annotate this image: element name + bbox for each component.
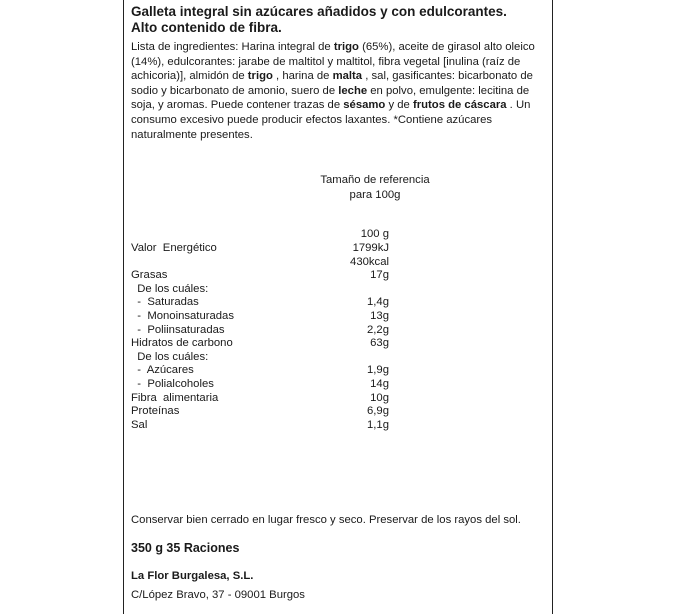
allergen-text: malta: [332, 70, 363, 83]
allergen-text: sésamo: [343, 99, 386, 112]
nutrition-label: Fibra alimentaria: [131, 391, 219, 404]
allergen-text: trigo: [333, 41, 359, 53]
ingredient-text: . Un consumo excesivo puede producir efectos laxantes. *Contiene azúcares naturalmente presentes.: [131, 99, 531, 141]
storage-note: Conservar bien cerrado en lugar fresco y seco. Preservar de los rayos del sol.: [131, 514, 521, 526]
reference-line-2: para 100g: [349, 188, 401, 201]
ingredient-text: Lista de ingredientes: Harina integral de: [131, 41, 334, 53]
allergen-text: trigo: [247, 70, 273, 83]
product-title-line-1: Galleta integral sin azúcares añadidos y con edulcorantes.: [131, 4, 507, 19]
nutrition-value: 14g: [370, 378, 389, 390]
ingredient-text: y de: [385, 99, 413, 112]
ingredient-text: (65%), aceite de girasol alto oleico (14%), edulcorantes: jarabe de maltitol y maltitol, fibra vegetal [inulina (raíz de achicoria)], almidón de: [131, 41, 535, 83]
nutrition-label: Grasas: [131, 269, 168, 282]
ingredient-text: , sal, gasificantes: bicarbonato de sodio y bicarbonato de amonio, suero de: [131, 70, 533, 97]
nutrition-value: 430kcal: [350, 255, 389, 268]
ingredient-text: , harina de: [272, 70, 333, 83]
nutrition-value: 1,9g: [367, 364, 389, 377]
ingredient-text: en polvo, emulgente: lecitina de soja, y aromas. Puede contener trazas de: [131, 84, 530, 112]
nutrition-label: Hidratos de carbono: [131, 337, 233, 350]
nutrition-value: 6,9g: [367, 405, 389, 418]
nutrition-value: 13g: [370, 310, 389, 322]
ingredients-list: [131, 40, 546, 142]
nutrition-value: 1799kJ: [352, 242, 389, 254]
package-info: 350 g 35 Raciones: [131, 541, 240, 555]
nutrition-label: Valor Energético: [131, 242, 217, 254]
company-address: C/López Bravo, 37 - 09001 Burgos: [131, 589, 305, 601]
nutrition-label: - Monoinsaturadas: [131, 310, 234, 322]
allergen-text: leche: [338, 84, 368, 97]
nutrition-label: - Saturadas: [131, 296, 199, 309]
column-header-100g: 100 g: [360, 228, 389, 240]
nutrition-value: 17g: [370, 269, 389, 282]
nutrition-label: - Azúcares: [131, 364, 194, 377]
nutrition-value: 63g: [370, 337, 389, 350]
product-title-line-2: Alto contenido de fibra.: [131, 20, 282, 35]
nutrition-label: Proteínas: [131, 405, 180, 418]
nutrition-value: 1,1g: [367, 418, 389, 431]
nutrition-label: De los cuáles:: [131, 350, 209, 363]
nutrition-label: - Polialcoholes: [131, 378, 214, 390]
company-name: La Flor Burgalesa, S.L.: [131, 570, 254, 582]
reference-line-1: Tamaño de referencia: [320, 174, 430, 186]
nutrition-value: 1,4g: [367, 296, 389, 309]
nutrition-label: De los cuáles:: [131, 282, 209, 295]
nutrition-value: 10g: [370, 391, 389, 404]
nutrition-label: - Poliinsaturadas: [131, 323, 225, 336]
product-title: [131, 4, 507, 36]
reference-size: [310, 173, 440, 202]
allergen-text: frutos de cáscara: [412, 99, 507, 112]
nutrition-label: Sal: [131, 418, 148, 431]
nutrition-value: 2,2g: [367, 323, 389, 336]
